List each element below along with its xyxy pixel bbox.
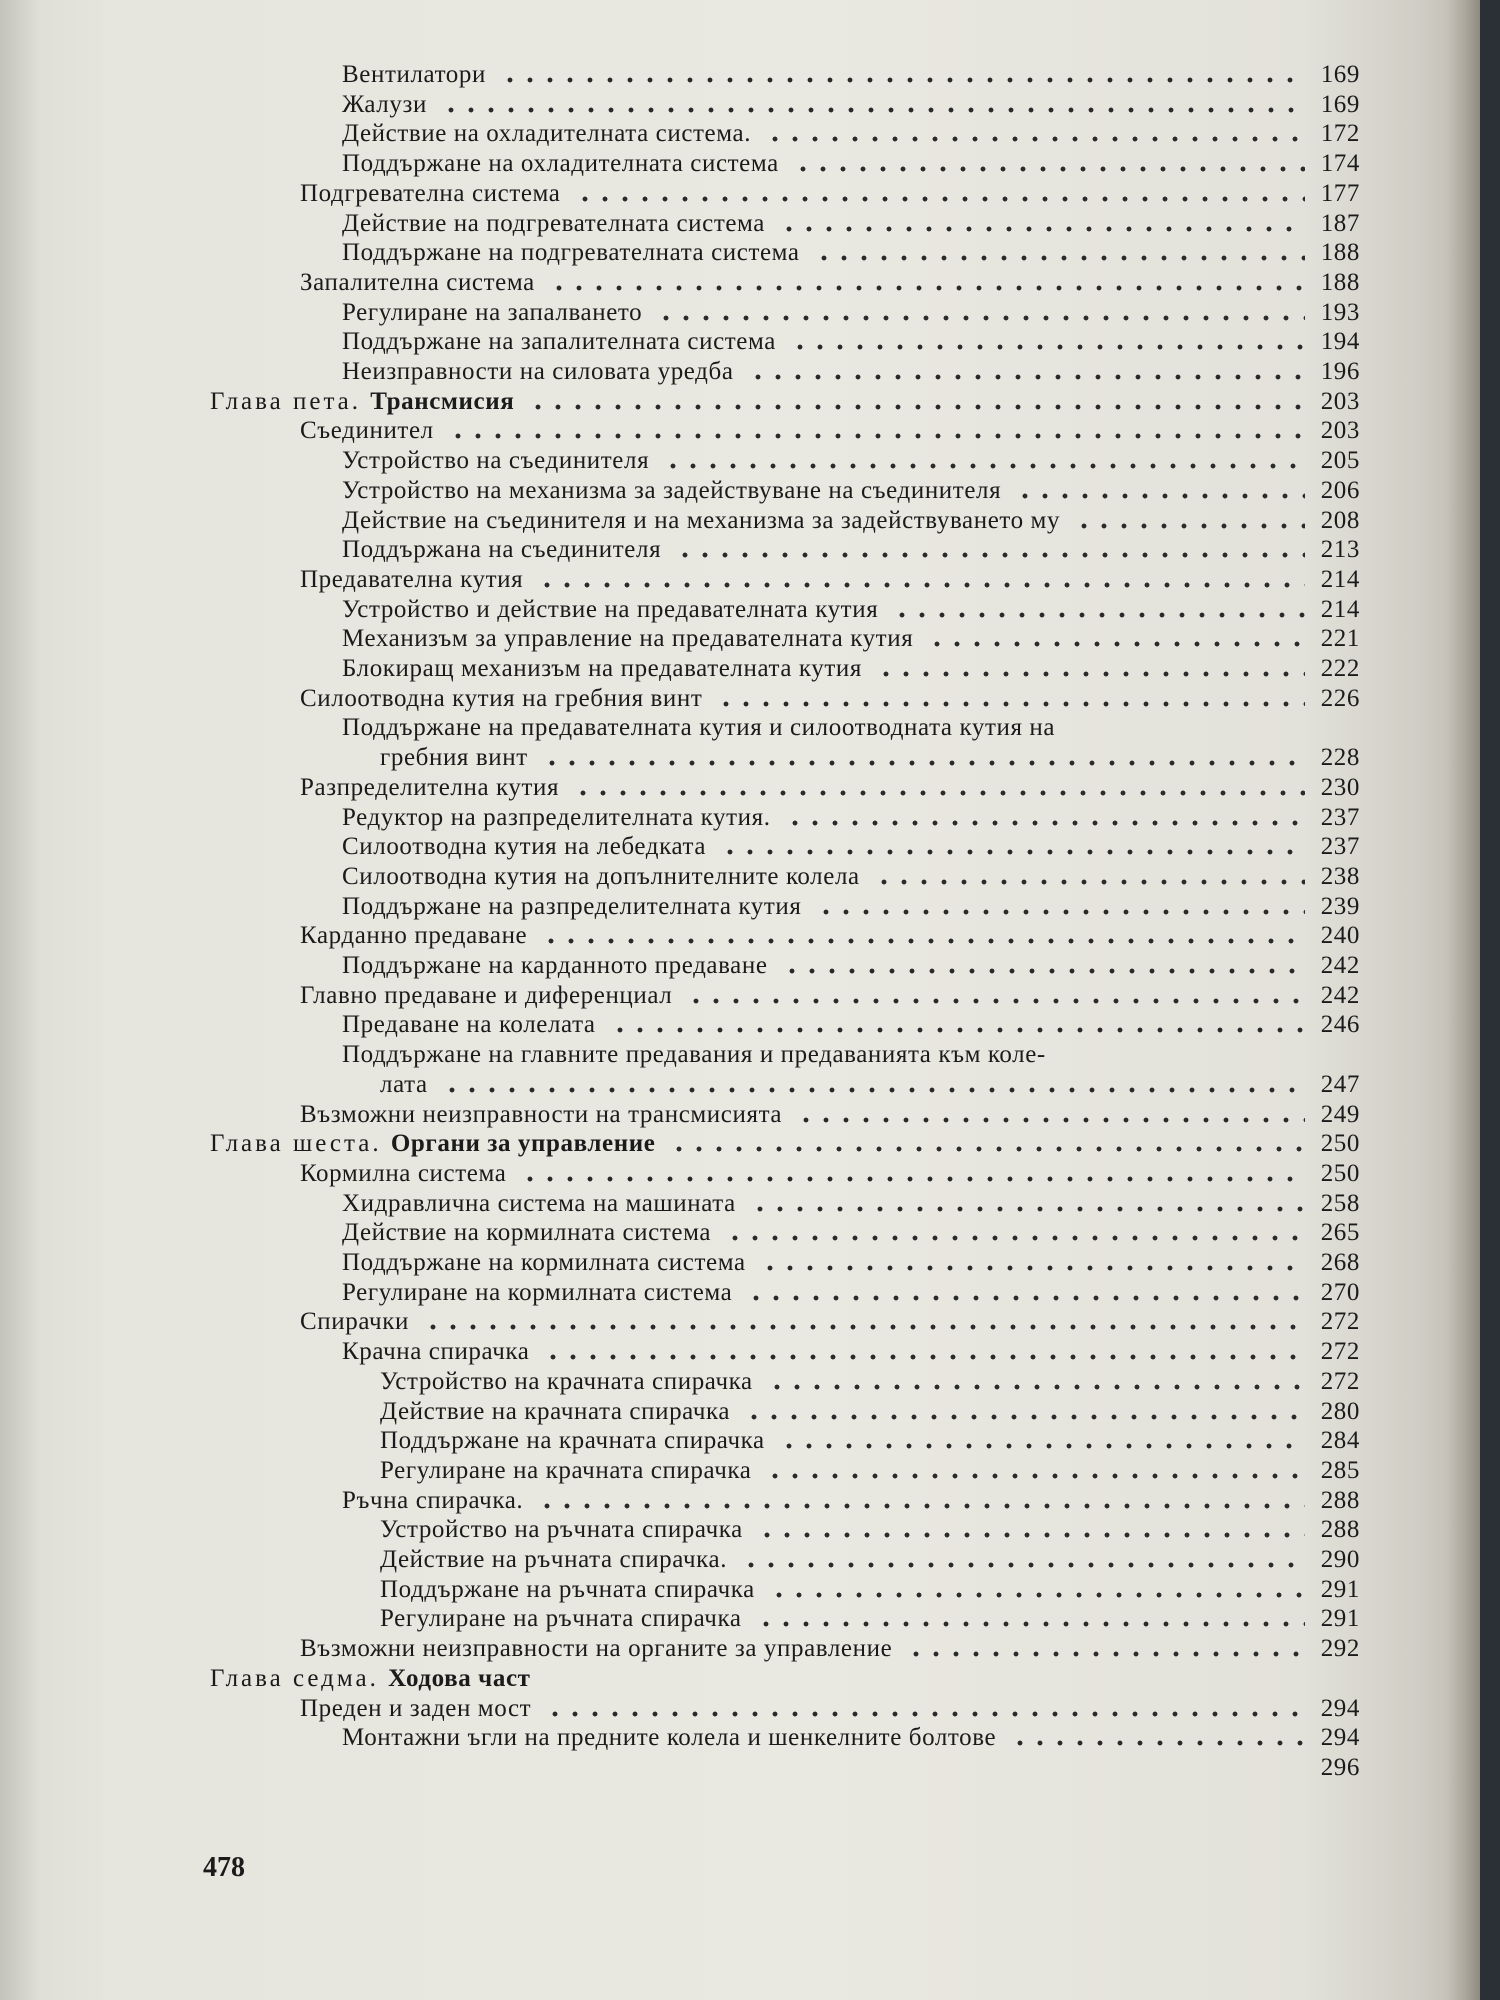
dot-leader	[874, 862, 1305, 892]
toc-entry	[0, 803, 1480, 833]
dot-leader	[441, 90, 1305, 120]
entry-page-number: 206	[1320, 476, 1360, 504]
page-number: 478	[203, 1852, 245, 1883]
entry-title	[342, 476, 1001, 506]
entry-title-text: Регулиране на ръчната спирачка	[380, 1605, 742, 1633]
toc-entry	[0, 832, 1480, 862]
entry-title	[210, 1129, 655, 1159]
entry-page-number: 239	[1320, 892, 1360, 920]
entry-title	[300, 268, 535, 298]
dot-leader	[906, 1634, 1305, 1664]
toc-entry	[0, 1248, 1480, 1278]
entry-title	[300, 1159, 506, 1189]
toc-entry	[0, 624, 1480, 654]
toc-entry	[0, 119, 1480, 149]
entry-page-number: 194	[1320, 328, 1360, 356]
entry-page-number: 265	[1320, 1219, 1360, 1247]
entry-title-text: Подгревателна система	[300, 179, 561, 207]
entry-title	[342, 238, 800, 268]
entry-title	[380, 1545, 727, 1575]
entry-page-number: 250	[1320, 1130, 1360, 1158]
entry-title-text: Вентилатори	[342, 61, 486, 88]
entry-page-number: 213	[1320, 536, 1360, 564]
dot-leader	[1074, 506, 1305, 536]
entry-title-text: Устройство на ръчната спирачка	[380, 1516, 743, 1544]
dot-leader	[750, 1189, 1305, 1219]
dot-leader	[610, 1010, 1305, 1040]
dot-leader	[748, 357, 1305, 387]
entry-title	[380, 1426, 765, 1456]
entry-page-number: 288	[1320, 1516, 1360, 1544]
entry-page-number: 246	[1320, 1011, 1360, 1039]
entry-title	[380, 1367, 753, 1397]
chapter-heading	[0, 1129, 1480, 1159]
entry-title-text: Поддържане на карданното предаване	[342, 952, 768, 979]
toc-entry	[0, 535, 1480, 565]
entry-page-number: 221	[1320, 625, 1360, 653]
entry-title-text: Поддържане на крачната спирачка	[380, 1427, 765, 1455]
toc-entry	[0, 1426, 1480, 1456]
entry-page-number: 280	[1320, 1397, 1360, 1425]
toc-entry	[0, 149, 1480, 179]
entry-title-text: Силоотводна кутия на допълнителните колела	[342, 862, 860, 890]
entry-title	[342, 1189, 736, 1219]
entry-title-text: Запалителна система	[300, 268, 535, 296]
entry-title-text: Хидравлична система на машината	[342, 1189, 736, 1217]
toc-entry	[0, 1367, 1480, 1397]
entry-title	[300, 1634, 892, 1664]
entry-page-number: 272	[1320, 1367, 1360, 1395]
entry-title	[380, 743, 528, 773]
entry-title	[380, 1604, 742, 1634]
dot-leader	[442, 1070, 1305, 1100]
entry-title-text: гребния винт	[380, 744, 528, 772]
entry-page-number: 169	[1320, 90, 1360, 118]
dot-leader	[876, 654, 1305, 684]
entry-page-number: 193	[1320, 298, 1360, 326]
entry-page-number: 214	[1320, 565, 1360, 593]
entry-title	[342, 535, 661, 565]
dot-leader	[782, 951, 1305, 981]
entry-title-text: Поддържане на охладителната система	[342, 150, 779, 178]
entry-title	[300, 981, 672, 1011]
entry-page-number: 296	[1320, 1753, 1360, 1781]
dot-leader	[779, 1426, 1305, 1456]
dot-leader	[725, 1218, 1305, 1248]
entry-title-text: Разпределителна кутия	[300, 773, 560, 801]
entry-page-number: 177	[1320, 179, 1360, 207]
entry-page-number: 230	[1320, 773, 1360, 801]
dot-leader	[744, 1397, 1305, 1427]
entry-page-number: 272	[1320, 1308, 1360, 1336]
entry-page-number: 187	[1320, 209, 1360, 237]
toc-entry	[0, 1604, 1480, 1634]
dot-leader	[767, 1367, 1305, 1397]
entry-title	[342, 892, 802, 922]
toc-entry	[0, 1337, 1480, 1367]
entry-title	[300, 565, 523, 595]
entry-title	[342, 624, 913, 654]
toc-entry	[0, 892, 1480, 922]
entry-title-text: Неизправности на силовата уредба	[342, 358, 734, 385]
toc-entry	[0, 1515, 1480, 1545]
entry-page-number: 188	[1320, 268, 1360, 296]
entry-title	[342, 446, 649, 476]
entry-title	[342, 357, 734, 387]
entry-title-text: Поддържане на запалителната система	[342, 328, 776, 356]
toc-entry	[0, 1397, 1480, 1427]
entry-page-number: 258	[1320, 1189, 1360, 1217]
entry-title	[300, 1100, 782, 1130]
entry-page-number: 237	[1320, 803, 1360, 831]
entry-title-text: Карданно предаване	[300, 922, 528, 950]
dot-leader	[796, 1100, 1305, 1130]
entry-title	[380, 1515, 743, 1545]
toc-entry	[0, 1218, 1480, 1248]
entry-title	[342, 327, 776, 357]
toc-entry	[0, 1159, 1480, 1189]
entry-title-text: лата	[380, 1070, 428, 1098]
dot-leader	[814, 238, 1305, 268]
entry-title-text: Действие на крачната спирачка	[380, 1397, 731, 1425]
entry-page-number: 203	[1320, 417, 1360, 445]
dot-leader	[542, 743, 1305, 773]
dot-leader	[1010, 1723, 1305, 1753]
toc-entry	[0, 1070, 1480, 1100]
entry-title-text: Устройство на съединителя	[342, 447, 650, 475]
dot-leader	[528, 387, 1305, 417]
dot-leader	[746, 1278, 1305, 1308]
dot-leader	[793, 149, 1305, 179]
toc-entry	[0, 1486, 1480, 1516]
entry-page-number: 270	[1320, 1278, 1360, 1306]
entry-page-number: 268	[1320, 1249, 1360, 1276]
entry-title-text: Устройство на механизма за задействуване на съединителя	[342, 476, 1002, 504]
entry-title-text: Глава седма.	[210, 1664, 379, 1692]
entry-title-text: Крачна спирачка	[342, 1338, 530, 1366]
dot-leader	[760, 1248, 1305, 1278]
entry-title-text: Механизъм за управление на предавателната кутия	[342, 625, 914, 653]
entry-title-text: Действие на охладителната система.	[342, 120, 752, 148]
dot-leader	[779, 209, 1305, 239]
dot-leader	[686, 981, 1305, 1011]
toc-entry	[0, 476, 1480, 506]
entry-title-text: Главно предаване и диференциал	[300, 981, 673, 1009]
chapter-name: Трансмисия	[370, 387, 515, 415]
entry-title-text: Възможни неизправности на органите за управление	[300, 1635, 893, 1663]
toc-entry	[0, 1634, 1480, 1664]
entry-title-text: Регулиране на запалването	[342, 298, 643, 326]
toc-entry	[0, 506, 1480, 536]
chapter-name: Органи за управление	[390, 1130, 656, 1158]
entry-page-number: 284	[1320, 1427, 1360, 1455]
toc-entry	[0, 951, 1480, 981]
entry-title	[342, 1486, 523, 1516]
dot-leader	[785, 803, 1305, 833]
entry-title-text: Поддържане на кормилната система	[342, 1249, 746, 1276]
entry-title	[342, 149, 779, 179]
entry-title-text: Действие на кормилната система	[342, 1219, 712, 1247]
toc-entry	[0, 327, 1480, 357]
entry-title	[342, 1040, 1046, 1070]
entry-title-text: Поддържане на предавателната кутия и силоотводната кутия на	[342, 714, 1056, 742]
toc-entry	[0, 446, 1480, 476]
entry-title-text: Възможни неизправности на трансмисията	[300, 1100, 783, 1128]
entry-page-number: 294	[1320, 1724, 1360, 1752]
dot-leader	[720, 832, 1305, 862]
entry-title	[210, 1664, 531, 1694]
entry-title-text: Глава шеста.	[210, 1130, 382, 1158]
entry-title-text: Съединител	[300, 417, 434, 445]
entry-title-text: Поддържане на разпределителната кутия	[342, 892, 802, 920]
entry-page-number: 169	[1320, 61, 1360, 88]
entry-page-number: 291	[1320, 1605, 1360, 1633]
entry-title-text: Поддържане на подгревателната система	[342, 239, 800, 267]
entry-title-text: Жалузи	[342, 90, 427, 118]
toc-entry	[0, 1100, 1480, 1130]
entry-title	[300, 179, 561, 209]
entry-title-text: Кормилна система	[300, 1159, 507, 1187]
entry-title	[342, 209, 765, 239]
entry-title-text: Устройство на крачната спирачка	[380, 1367, 753, 1395]
entry-page-number: 238	[1320, 862, 1360, 890]
entry-title-text: Силоотводна кутия на лебедката	[342, 833, 707, 861]
entry-title-text: Поддържане на главните предавания и предаванията към коле-	[342, 1041, 1046, 1069]
dot-leader	[1015, 476, 1305, 506]
toc-entry	[0, 921, 1480, 951]
entry-title-text: Спирачки	[300, 1308, 409, 1336]
entry-page-number: 237	[1320, 833, 1360, 861]
entry-title	[380, 1456, 751, 1486]
toc-entry	[0, 90, 1480, 120]
toc-entry	[0, 416, 1480, 446]
entry-title	[342, 595, 878, 625]
dot-leader	[545, 1694, 1305, 1724]
entry-page-number: 290	[1320, 1546, 1360, 1573]
toc-entry	[0, 1723, 1480, 1753]
entry-page-number: 188	[1320, 239, 1360, 267]
entry-title	[342, 1278, 732, 1308]
dot-leader	[423, 1307, 1305, 1337]
entry-page-number: 242	[1320, 981, 1360, 1009]
entry-title	[300, 1694, 531, 1724]
dot-leader	[816, 892, 1305, 922]
toc-entry	[0, 238, 1480, 268]
toc-entry	[0, 1753, 1480, 1783]
page-edge	[1446, 0, 1480, 2000]
entry-page-number: 294	[1320, 1694, 1360, 1722]
entry-page-number: 249	[1320, 1100, 1360, 1128]
entry-title	[342, 803, 771, 833]
dot-leader	[669, 1129, 1305, 1159]
dot-leader	[500, 60, 1305, 90]
toc-entry	[0, 298, 1480, 328]
toc-entry	[0, 1456, 1480, 1486]
entry-page-number: 203	[1320, 387, 1360, 415]
entry-title	[300, 921, 527, 951]
toc-entry	[0, 268, 1480, 298]
toc-entry	[0, 654, 1480, 684]
entry-title-text: Преден и заден мост	[300, 1694, 532, 1722]
entry-title-text: Действие на съединителя и на механизма за задействуването му	[342, 506, 1061, 534]
chapter-heading	[0, 387, 1480, 417]
dot-leader	[892, 595, 1305, 625]
entry-page-number: 247	[1320, 1070, 1360, 1098]
toc-entry	[0, 862, 1480, 892]
dot-leader	[448, 416, 1305, 446]
entry-title	[300, 416, 434, 446]
entry-page-number: 174	[1320, 150, 1360, 178]
entry-title	[342, 654, 862, 684]
entry-page-number: 214	[1320, 595, 1360, 623]
entry-title-text: Предаване на колелата	[342, 1011, 596, 1039]
entry-title	[380, 1575, 755, 1605]
toc-entry	[0, 209, 1480, 239]
entry-page-number: 291	[1320, 1575, 1360, 1603]
entry-page-number: 285	[1320, 1456, 1360, 1484]
entry-title-text: Блокиращ механизъм на предавателната кутия	[342, 655, 862, 682]
entry-title	[342, 1337, 529, 1367]
toc-entry	[0, 773, 1480, 803]
entry-title	[342, 713, 1055, 743]
dot-leader	[756, 1604, 1305, 1634]
entry-page-number: 288	[1320, 1486, 1360, 1514]
entry-page-number: 292	[1320, 1635, 1360, 1663]
entry-page-number: 196	[1320, 358, 1360, 385]
toc-entry	[0, 743, 1480, 773]
dot-leader	[573, 773, 1305, 803]
toc-entry	[0, 684, 1480, 714]
dot-leader	[757, 1515, 1305, 1545]
entry-title-text: Регулиране на крачната спирачка	[380, 1456, 752, 1484]
dot-leader	[769, 1575, 1305, 1605]
chapter-name: Ходова част	[388, 1664, 531, 1692]
dot-leader	[765, 1456, 1305, 1486]
dot-leader	[520, 1159, 1305, 1189]
dot-leader	[741, 1545, 1305, 1575]
dot-leader	[790, 327, 1305, 357]
toc-entry	[0, 981, 1480, 1011]
entry-title	[342, 1723, 996, 1753]
toc-entry	[0, 179, 1480, 209]
entry-title	[342, 90, 427, 120]
entry-title-text: Поддържана на съединителя	[342, 536, 662, 564]
entry-title	[342, 298, 642, 328]
dot-leader	[537, 565, 1305, 595]
toc-entry	[0, 1189, 1480, 1219]
toc-entry	[0, 713, 1480, 743]
dot-leader	[765, 119, 1305, 149]
entry-title	[342, 862, 860, 892]
entry-title-text: Монтажни ъгли на предните колела и шенкелните болтове	[342, 1724, 997, 1752]
entry-page-number: 272	[1320, 1338, 1360, 1366]
entry-title	[342, 951, 768, 981]
entry-title	[300, 773, 559, 803]
entry-page-number: 208	[1320, 506, 1360, 534]
dot-leader	[675, 535, 1305, 565]
dot-leader	[663, 446, 1305, 476]
toc-entry	[0, 1040, 1480, 1070]
toc-entry	[0, 1010, 1480, 1040]
toc-entry	[0, 1307, 1480, 1337]
entry-title	[210, 387, 514, 417]
dot-leader	[656, 298, 1305, 328]
entry-title-text: Действие на ръчната спирачка.	[380, 1546, 728, 1573]
entry-title	[342, 1248, 746, 1278]
dot-leader	[541, 921, 1305, 951]
dot-leader	[927, 624, 1305, 654]
toc-entry	[0, 1545, 1480, 1575]
entry-page-number: 222	[1320, 655, 1360, 682]
entry-title-text: Действие на подгревателната система	[342, 209, 766, 237]
entry-page-number: 250	[1320, 1159, 1360, 1187]
entry-title	[380, 1397, 730, 1427]
entry-title	[380, 1070, 428, 1100]
entry-title	[300, 1307, 409, 1337]
entry-title-text: Регулиране на кормилната система	[342, 1278, 733, 1306]
entry-page-number: 240	[1320, 922, 1360, 950]
entry-page-number: 172	[1320, 120, 1360, 148]
toc-entry	[0, 565, 1480, 595]
entry-title	[342, 1218, 711, 1248]
dot-leader	[575, 179, 1305, 209]
entry-title-text: Ръчна спирачка.	[342, 1486, 524, 1514]
entry-title-text: Предавателна кутия	[300, 565, 524, 593]
dot-leader	[543, 1337, 1305, 1367]
toc-entry	[0, 357, 1480, 387]
entry-title-text: Силоотводна кутия на гребния винт	[300, 684, 703, 712]
chapter-heading	[0, 1664, 1480, 1694]
dot-leader	[716, 684, 1305, 714]
toc-entry	[0, 1278, 1480, 1308]
toc-entry	[0, 60, 1480, 90]
dot-leader	[537, 1486, 1305, 1516]
entry-page-number: 226	[1320, 684, 1360, 712]
entry-title-text: Поддържане на ръчната спирачка	[380, 1575, 755, 1603]
entry-title	[342, 119, 751, 149]
entry-title	[342, 506, 1060, 536]
entry-title-text: Глава пета.	[210, 387, 362, 415]
toc-entry	[0, 1575, 1480, 1605]
entry-title	[342, 832, 706, 862]
entry-page-number: 242	[1320, 952, 1360, 979]
entry-title	[342, 60, 486, 90]
entry-page-number: 205	[1320, 447, 1360, 475]
entry-page-number: 228	[1320, 744, 1360, 772]
entry-title	[342, 1010, 596, 1040]
toc-entry	[0, 595, 1480, 625]
entry-title-text: Редуктор на разпределителната кутия.	[342, 803, 771, 831]
entry-title	[300, 684, 702, 714]
dot-leader	[549, 268, 1305, 298]
toc-entry	[0, 1694, 1480, 1724]
entry-title-text: Устройство и действие на предавателната кутия	[342, 595, 879, 623]
